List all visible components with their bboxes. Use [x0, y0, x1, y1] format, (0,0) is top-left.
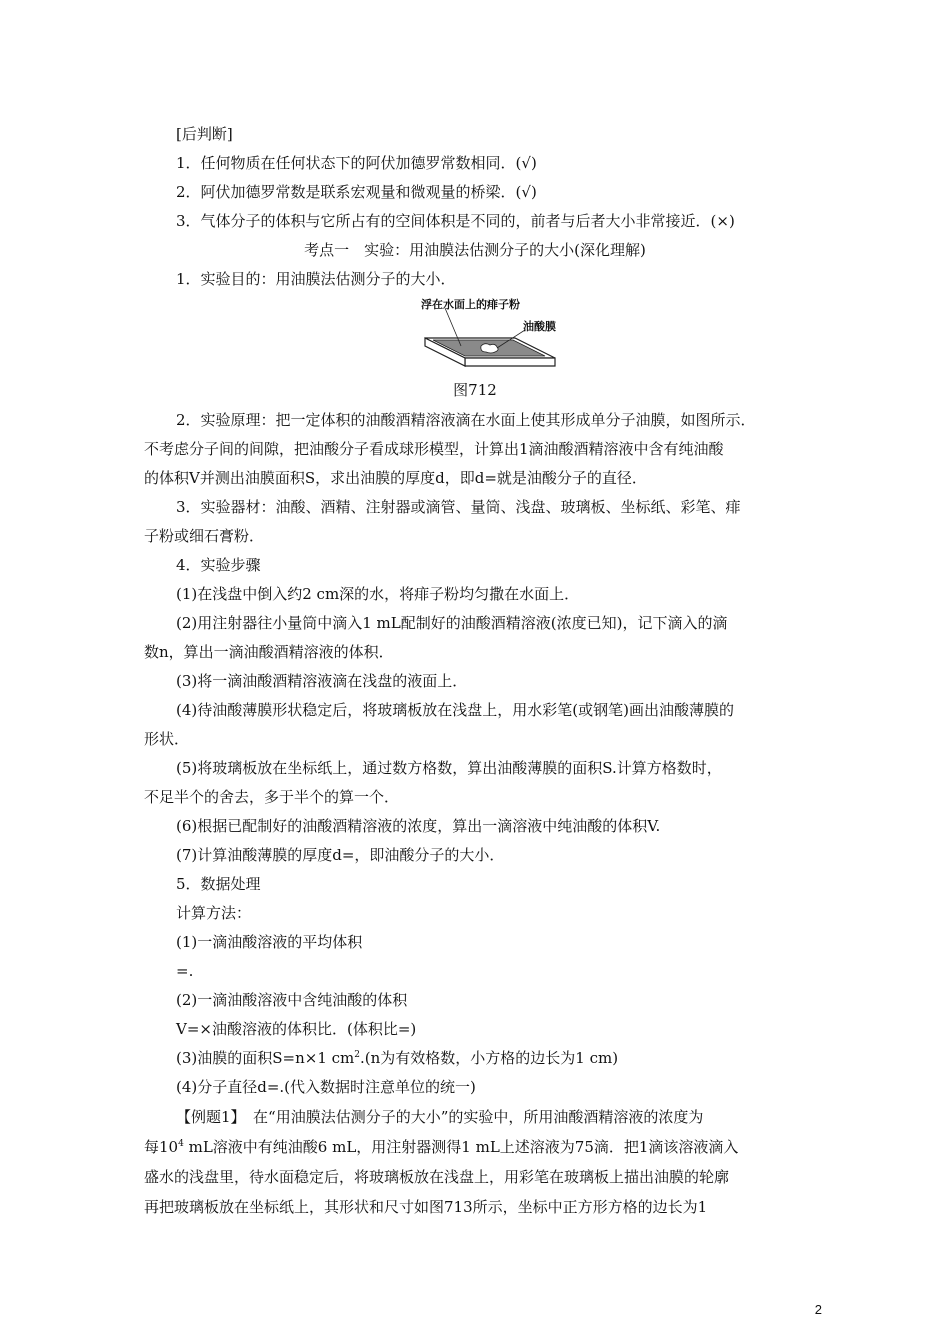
- step-4: (4)待油酸薄膜形状稳定后，将玻璃板放在浅盘上，用水彩笔(或钢笔)画出油酸薄膜的: [176, 701, 734, 719]
- purpose-line: 1．实验目的：用油膜法估测分子的大小．: [176, 270, 456, 288]
- label-powder: 浮在水面上的痱子粉: [421, 298, 520, 311]
- step-7: (7)计算油酸薄膜的厚度d=，即油酸分子的大小．: [176, 846, 505, 864]
- example-line-2: [144, 1137, 738, 1157]
- step-4-cont: 形状．: [144, 730, 190, 748]
- step-2-cont: 数n，算出一滴油酸酒精溶液的体积．: [144, 643, 394, 661]
- principle-line-3: 的体积V并测出油膜面积S，求出油膜的厚度d，即d=就是油酸分子的直径．: [144, 469, 647, 487]
- calc-3-tail: .(n为有效格数，小方格的边长为1 cm): [360, 1049, 619, 1067]
- steps-heading: 4．实验步骤: [176, 556, 261, 574]
- review-item-2: 2．阿伏加德罗常数是联系宏观量和微观量的桥梁．(√): [176, 183, 537, 201]
- equipment-line-2: 子粉或细石膏粉．: [144, 527, 265, 545]
- example-tag: 【例题1】: [176, 1108, 239, 1126]
- calc-4: (4)分子直径d=.(代入数据时注意单位的统一): [176, 1078, 476, 1096]
- calc-3-text: (3)油膜的面积S=n×1 cm: [176, 1049, 355, 1067]
- step-1: (1)在浅盘中倒入约2 cm深的水，将痱子粉均匀撒在水面上．: [176, 585, 580, 603]
- label-oil-film: 油酸膜: [523, 320, 556, 333]
- page-number: 2: [814, 1302, 822, 1317]
- example-line-4: 再把玻璃板放在坐标纸上，其形状和尺寸如图713所示，坐标中正方形方格的边长为1: [144, 1198, 708, 1216]
- review-item-1: 1．任何物质在任何状态下的阿伏加德罗常数相同．(√): [176, 154, 537, 172]
- calc-2: (2)一滴油酸溶液中含纯油酸的体积: [176, 991, 408, 1009]
- example-line-2-b: mL溶液中有纯油酸6 mL，用注射器测得1 mL上述溶液为75滴．把1滴该溶液滴入: [183, 1138, 739, 1156]
- example-line-2-sup: 4: [178, 1139, 184, 1149]
- calc-heading: 计算方法：: [176, 904, 252, 922]
- equipment-line-1: 3．实验器材：油酸、酒精、注射器或滴管、量筒、浅盘、玻璃板、坐标纸、彩笔、痱: [176, 498, 741, 516]
- calc-1-formula: =.: [176, 962, 194, 980]
- oil-film-blob: [481, 344, 498, 353]
- step-5: (5)将玻璃板放在坐标纸上，通过数方格数，算出油酸薄膜的面积S.计算方格数时，: [176, 759, 722, 777]
- review-item-3: 3．气体分子的体积与它所占有的空间体积是不同的，前者与后者大小非常接近．(×): [176, 212, 735, 230]
- step-2: (2)用注射器往小量筒中滴入1 mL配制好的油酸酒精溶液(浓度已知)，记下滴入的滴: [176, 614, 728, 632]
- example-line-1-text: 在“用油膜法估测分子的大小”的实验中，所用油酸酒精溶液的浓度为: [238, 1108, 704, 1126]
- step-3: (3)将一滴油酸酒精溶液滴在浅盘的液面上．: [176, 672, 468, 690]
- principle-line-2: 不考虑分子间的间隙，把油酸分子看成球形模型，计算出1滴油酸酒精溶液中含有纯油酸: [144, 440, 724, 458]
- calc-3-sup: 2: [354, 1050, 360, 1060]
- step-5-cont: 不足半个的舍去，多于半个的算一个．: [144, 788, 400, 806]
- data-heading: 5．数据处理: [176, 875, 261, 893]
- example-line-2-a: 每10: [144, 1138, 179, 1156]
- example-line-1: [176, 1107, 703, 1127]
- section-title: 考点一 实验：用油膜法估测分子的大小(深化理解): [304, 241, 646, 259]
- example-line-3: 盛水的浅盘里，待水面稳定后，将玻璃板放在浅盘上，用彩笔在玻璃板上描出油膜的轮廓: [144, 1168, 730, 1186]
- oil-film-tray-figure: [415, 294, 565, 382]
- calc-2-formula: V=×油酸溶液的体积比．(体积比=): [176, 1020, 417, 1038]
- calc-1: (1)一滴油酸溶液的平均体积: [176, 933, 363, 951]
- principle-line-1: 2．实验原理：把一定体积的油酸酒精溶液滴在水面上使其形成单分子油膜，如图所示．: [176, 411, 756, 429]
- review-heading: [后判断]: [176, 125, 233, 143]
- calc-3: [176, 1048, 618, 1068]
- figure-caption: 图712: [453, 381, 497, 399]
- step-6: (6)根据已配制好的油酸酒精溶液的浓度，算出一滴溶液中纯油酸的体积V.: [176, 817, 661, 835]
